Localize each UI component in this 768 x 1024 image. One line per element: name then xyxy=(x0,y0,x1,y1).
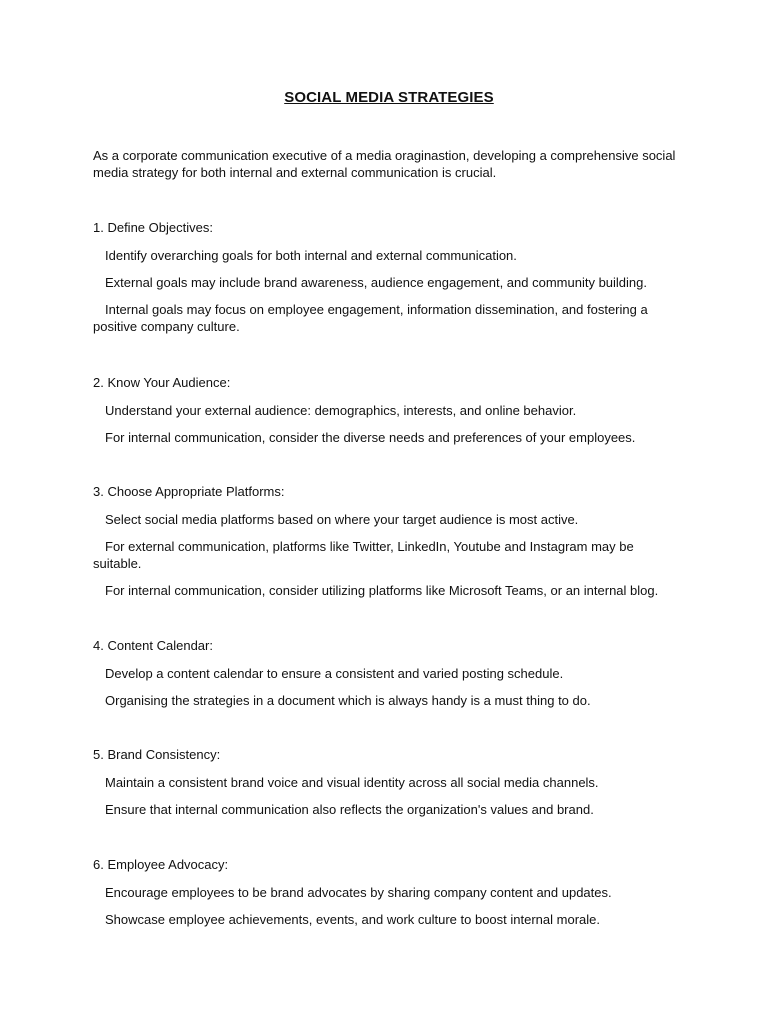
section-point: Maintain a consistent brand voice and visual identity across all social media channels. xyxy=(105,775,599,790)
section-heading: 4. Content Calendar: xyxy=(93,638,213,653)
section-point: For internal communication, consider utilizing platforms like Microsoft Teams, or an internal blog. xyxy=(105,583,659,598)
section-point: For external communication, platforms like Twitter, LinkedIn, Youtube and Instagram may be suitable. xyxy=(93,539,634,571)
section-point: Understand your external audience: demographics, interests, and online behavior. xyxy=(105,403,577,418)
section-point: Showcase employee achievements, events, and work culture to boost internal morale. xyxy=(105,912,600,927)
section-define-objectives xyxy=(93,219,683,335)
section-point: Select social media platforms based on where your target audience is most active. xyxy=(105,512,579,527)
section-employee-advocacy xyxy=(93,856,683,928)
section-content-calendar xyxy=(93,637,683,709)
section-point: Internal goals may focus on employee engagement, information dissemination, and fostering a positive company culture. xyxy=(93,302,648,334)
intro-paragraph: As a corporate communication executive of a media oraginastion, developing a comprehensive social media strategy for both internal and external communication is crucial. xyxy=(93,148,676,180)
document-title: SOCIAL MEDIA STRATEGIES xyxy=(284,89,494,106)
section-heading: 5. Brand Consistency: xyxy=(93,747,221,762)
section-choose-platforms xyxy=(93,483,683,599)
section-heading: 1. Define Objectives: xyxy=(93,220,213,235)
section-heading: 2. Know Your Audience: xyxy=(93,375,231,390)
section-point: Identify overarching goals for both internal and external communication. xyxy=(105,248,517,263)
section-heading: 6. Employee Advocacy: xyxy=(93,857,229,872)
section-point: External goals may include brand awareness, audience engagement, and community building. xyxy=(105,275,647,290)
section-brand-consistency xyxy=(93,746,683,818)
section-heading: 3. Choose Appropriate Platforms: xyxy=(93,484,285,499)
section-point: Ensure that internal communication also reflects the organization's values and brand. xyxy=(105,802,594,817)
section-point: Organising the strategies in a document which is always handy is a must thing to do. xyxy=(105,693,591,708)
section-know-your-audience xyxy=(93,374,683,446)
section-point: For internal communication, consider the diverse needs and preferences of your employees. xyxy=(105,430,636,445)
section-point: Encourage employees to be brand advocates by sharing company content and updates. xyxy=(105,885,612,900)
section-point: Develop a content calendar to ensure a consistent and varied posting schedule. xyxy=(105,666,564,681)
